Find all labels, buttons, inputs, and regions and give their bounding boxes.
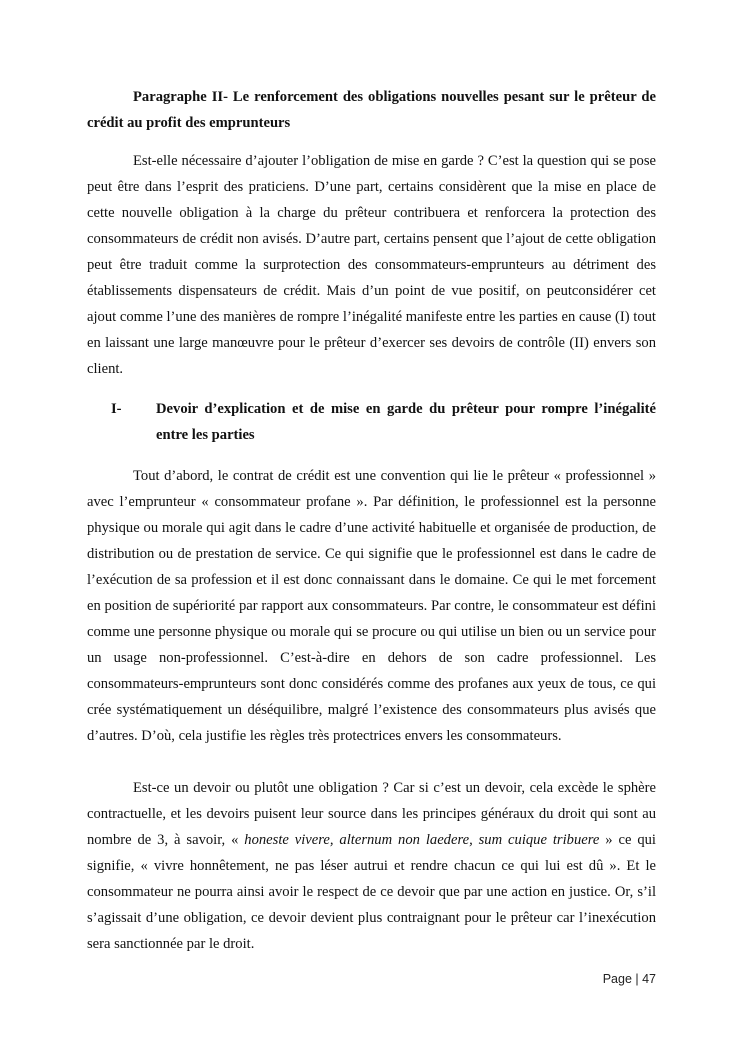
- body-paragraph-2: [87, 463, 656, 749]
- paragraph-text-part1: Est-ce un devoir ou plutôt une obligation ? Car si c’est un devoir, cela excède le sphère contractuelle, et les devoirs puisent leur source dans les principes généraux du droit qui sont au nombre de 3, à savoir, «: [87, 780, 656, 848]
- page-number: Page | 47: [602, 972, 656, 986]
- paragraph-heading-text: Paragraphe II- Le renforcement des obligations nouvelles pesant sur le prêteur de crédit au profit des emprunteurs: [87, 89, 656, 131]
- paragraph-text: Tout d’abord, le contrat de crédit est une convention qui lie le prêteur « professionnel » avec l’emprunteur « consommateur profane ». Par définition, le professionnel est la personne physique ou morale qui agit dans le cadre d’une activité habituelle et organisée de production, de distribution ou de prestation de service. Ce qui signifie que le professionnel est dans le cadre de l’exécution de sa profession et il est donc connaissant dans le domaine. Ce qui le met forcement en position de supériorité par rapport aux consommateurs. Par contre, le consommateur est défini comme une personne physique ou morale qui se procure ou qui utilise un bien ou un service pour un usage non-professionnel. C’est-à-dire en dehors de son cadre professionnel. Les consommateurs-emprunteurs sont donc considérés comme des profanes aux yeux de tous, ce qui crée systématiquement un déséquilibre, malgré l’existence des consommateurs plus avisés que d’autres. D’où, cela justifie les règles très protectrices envers les consommateurs.: [87, 468, 656, 744]
- subsection-number: I-: [111, 401, 122, 417]
- subsection-title: Devoir d’explication et de mise en garde du prêteur pour rompre l’inégalité entre les parties: [156, 401, 656, 443]
- body-paragraph-1: [87, 148, 656, 382]
- latin-quote: honeste vivere, alternum non laedere, sum cuique tribuere: [244, 832, 600, 848]
- paragraph-text: [87, 775, 656, 957]
- paragraph-text-part2: » ce qui signifie, « vivre honnêtement, ne pas léser autrui et rendre chacun ce qui lui est dû ». Et le consommateur ne pourra ainsi avoir le respect de ce devoir que par une action en justice. Or, s’il s’agissait d’une obligation, ce devoir devient plus contraignant pour le prêteur car l’inexécution sera sanctionnée par le droit.: [87, 832, 656, 952]
- paragraph-text: Est-elle nécessaire d’ajouter l’obligation de mise en garde ? C’est la question qui se pose peut être dans l’esprit des praticiens. D’une part, certains considèrent que la mise en place de cette nouvelle obligation à la charge du prêteur contribuera et renforcera la protection des consommateurs de crédit non avisés. D’autre part, certains pensent que l’ajout de cette obligation peut être traduit comme la surprotection des consommateurs-emprunteurs au détriment des établissements dispensateurs de crédit. Mais d’un point de vue positif, on peutconsidérer cet ajout comme l’une des manières de rompre l’inégalité manifeste entre les parties en cause (I) tout en laissant une large manœuvre pour le prêteur d’exercer ses devoirs de contrôle (II) envers son client.: [87, 153, 656, 377]
- body-paragraph-3: [87, 775, 656, 957]
- section-heading: [87, 84, 656, 136]
- subsection-heading: [87, 396, 656, 448]
